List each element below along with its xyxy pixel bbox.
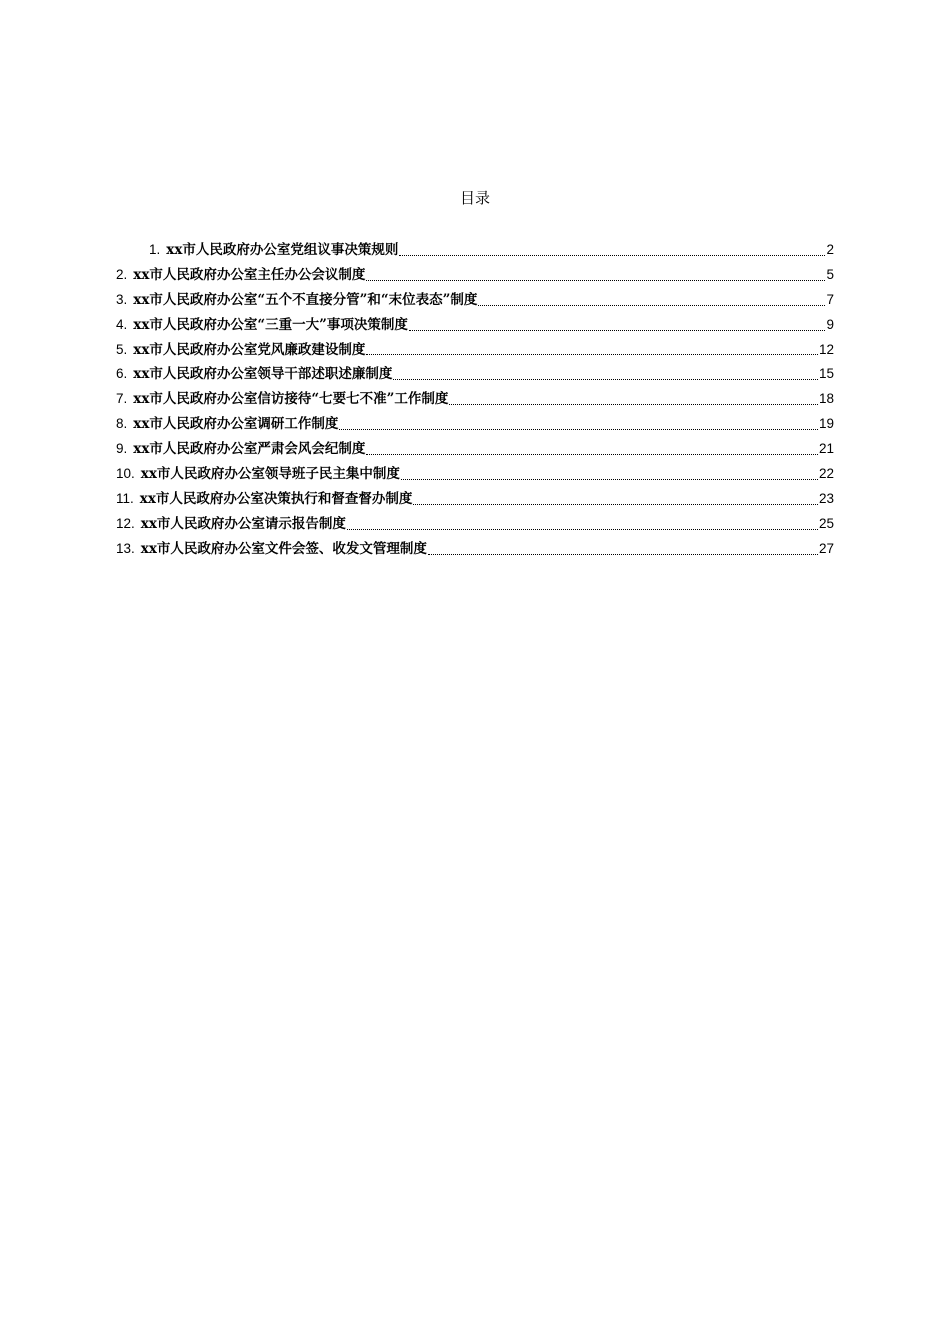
toc-entry-number: 2. bbox=[116, 266, 128, 282]
toc-dot-leader bbox=[347, 528, 818, 530]
toc-entry-number: 9. bbox=[116, 441, 128, 457]
toc-dot-leader bbox=[413, 503, 818, 505]
toc-entry-title: xx市人民政府办公室“三重一大”事项决策制度 bbox=[133, 316, 408, 333]
toc-dot-leader bbox=[401, 478, 818, 480]
toc-dot-leader bbox=[409, 329, 826, 331]
toc-dot-leader bbox=[399, 254, 825, 256]
toc-entry-title: xx市人民政府办公室党组议事决策规则 bbox=[166, 242, 399, 258]
toc-entry-page: 12 bbox=[818, 341, 834, 357]
toc-entry-number: 7. bbox=[116, 391, 128, 407]
toc-entry-number: 12. bbox=[116, 515, 135, 531]
toc-entry-title: xx市人民政府办公室“五个不直接分管”和“末位表态”制度 bbox=[133, 291, 478, 308]
toc-entry[interactable] bbox=[116, 387, 834, 412]
toc-entry[interactable] bbox=[116, 462, 834, 487]
toc-entry-page: 27 bbox=[818, 540, 834, 556]
toc-dot-leader bbox=[339, 428, 818, 430]
toc-entry-page: 7 bbox=[826, 291, 834, 307]
toc-entry-title: xx市人民政府办公室严肃会风会纪制度 bbox=[133, 441, 366, 458]
toc-entry-page: 5 bbox=[826, 266, 834, 282]
toc-entry[interactable] bbox=[116, 487, 834, 512]
toc-entry-title: xx市人民政府办公室调研工作制度 bbox=[133, 416, 339, 433]
toc-entry-title: xx市人民政府办公室信访接待“七要七不准”工作制度 bbox=[133, 391, 449, 408]
toc-entry-number: 8. bbox=[116, 416, 128, 432]
toc-entry-title: xx市人民政府办公室决策执行和督查督办制度 bbox=[139, 490, 413, 507]
toc-entry[interactable] bbox=[116, 512, 834, 537]
toc-entry[interactable] bbox=[116, 313, 834, 338]
toc-entry-title: xx市人民政府办公室请示报告制度 bbox=[140, 515, 346, 532]
toc-entry-title: xx市人民政府办公室领导干部述职述廉制度 bbox=[133, 366, 393, 383]
toc-entry-number: 11. bbox=[116, 490, 134, 506]
toc-dot-leader bbox=[478, 304, 825, 306]
toc-entry[interactable] bbox=[116, 437, 834, 462]
toc-entry-page: 15 bbox=[818, 366, 834, 382]
toc-entry-number: 13. bbox=[116, 540, 135, 556]
toc-title: 目录 bbox=[459, 189, 490, 207]
toc-entry-page: 18 bbox=[818, 391, 834, 407]
toc-dot-leader bbox=[366, 453, 818, 455]
toc-entry-number: 10. bbox=[116, 466, 135, 482]
toc-entry-number: 6. bbox=[116, 366, 128, 382]
toc-entry-number: 4. bbox=[116, 316, 128, 332]
toc-entry-page: 23 bbox=[818, 490, 834, 506]
toc-entry-page: 22 bbox=[818, 466, 834, 482]
toc-entry[interactable] bbox=[116, 238, 834, 263]
toc-entry-page: 21 bbox=[818, 441, 834, 457]
toc-entry-page: 19 bbox=[818, 416, 834, 432]
toc-entry[interactable] bbox=[116, 412, 834, 437]
toc-dot-leader bbox=[428, 553, 818, 555]
toc-entry-page: 9 bbox=[826, 316, 834, 332]
toc-entry-title: xx市人民政府办公室党风廉政建设制度 bbox=[133, 341, 366, 358]
toc-dot-leader bbox=[366, 279, 825, 281]
toc-dot-leader bbox=[366, 353, 818, 355]
toc-entry[interactable] bbox=[116, 362, 834, 387]
toc-entry-number: 3. bbox=[116, 291, 128, 307]
toc-entry-page: 25 bbox=[818, 515, 834, 531]
toc-entry-number: 5. bbox=[116, 341, 128, 357]
toc-entry[interactable] bbox=[116, 338, 834, 363]
toc-entry-title: xx市人民政府办公室主任办公会议制度 bbox=[133, 266, 366, 283]
toc-entry-title: xx市人民政府办公室领导班子民主集中制度 bbox=[140, 466, 400, 483]
toc-entry[interactable] bbox=[116, 263, 834, 288]
toc-entry[interactable] bbox=[116, 537, 834, 562]
toc-entry-title: xx市人民政府办公室文件会签、收发文管理制度 bbox=[140, 540, 427, 557]
toc-dot-leader bbox=[449, 403, 818, 405]
toc-entry-number: 1. bbox=[149, 242, 161, 257]
toc-list bbox=[116, 238, 834, 562]
toc-entry[interactable] bbox=[116, 288, 834, 313]
toc-dot-leader bbox=[393, 378, 818, 380]
toc-entry-page: 2 bbox=[826, 242, 834, 257]
